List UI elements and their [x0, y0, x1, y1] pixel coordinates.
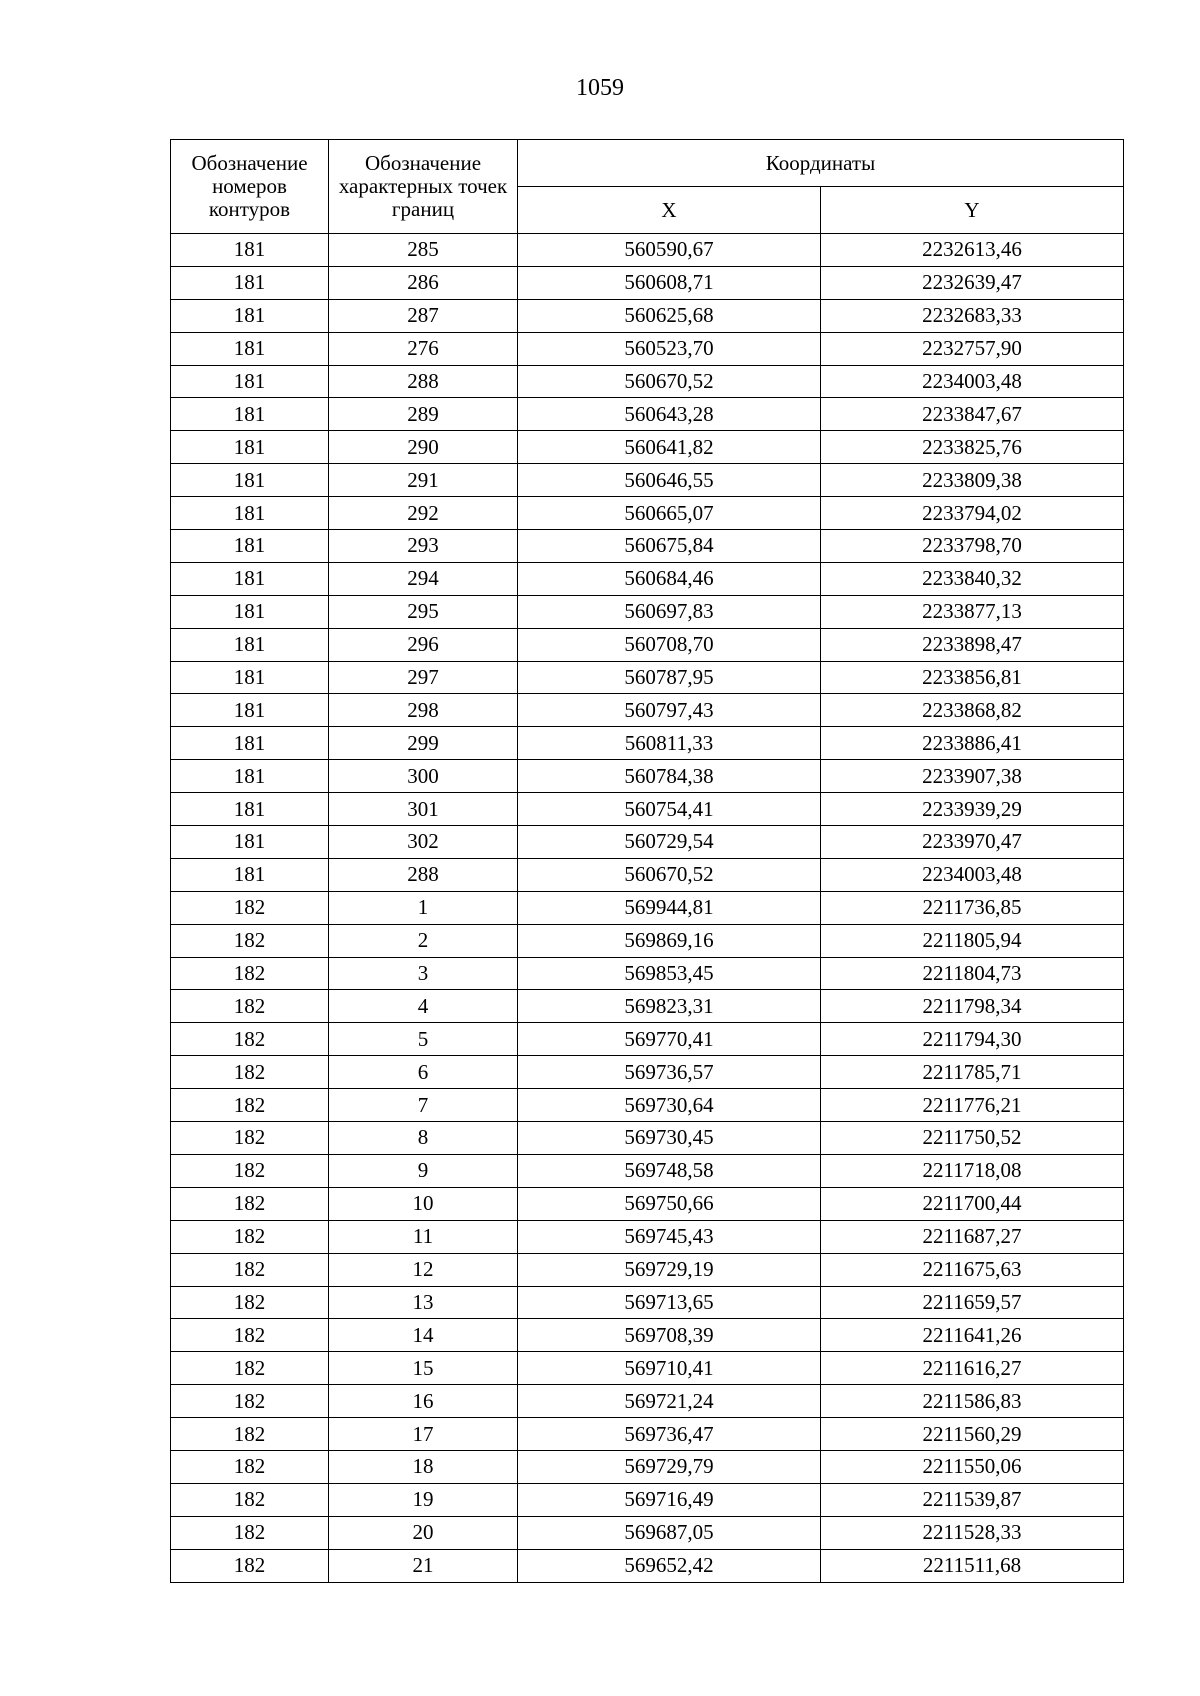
cell-x: 560643,28: [518, 398, 821, 431]
cell-y: 2211528,33: [821, 1516, 1124, 1549]
table-row: [171, 957, 1124, 990]
table-row: [171, 1122, 1124, 1155]
cell-point-number: 288: [329, 365, 518, 398]
cell-contour-number: 181: [171, 497, 329, 530]
cell-y: 2211687,27: [821, 1220, 1124, 1253]
cell-contour-number: 182: [171, 957, 329, 990]
cell-point-number: 18: [329, 1450, 518, 1483]
cell-x: 569853,45: [518, 957, 821, 990]
cell-y: 2211560,29: [821, 1418, 1124, 1451]
cell-x: 569736,57: [518, 1056, 821, 1089]
cell-point-number: 21: [329, 1549, 518, 1582]
cell-y: 2233939,29: [821, 793, 1124, 826]
cell-y: 2233886,41: [821, 727, 1124, 760]
cell-y: 2233794,02: [821, 497, 1124, 530]
cell-x: 569745,43: [518, 1220, 821, 1253]
cell-contour-number: 182: [171, 1154, 329, 1187]
cell-y: 2233907,38: [821, 760, 1124, 793]
cell-x: 560670,52: [518, 365, 821, 398]
cell-point-number: 16: [329, 1385, 518, 1418]
cell-y: 2233847,67: [821, 398, 1124, 431]
table-row: [171, 1187, 1124, 1220]
table-row: [171, 1056, 1124, 1089]
cell-y: 2211616,27: [821, 1352, 1124, 1385]
cell-y: 2233840,32: [821, 562, 1124, 595]
cell-contour-number: 182: [171, 990, 329, 1023]
table-row: [171, 299, 1124, 332]
cell-point-number: 7: [329, 1089, 518, 1122]
cell-point-number: 285: [329, 234, 518, 267]
cell-point-number: 293: [329, 530, 518, 563]
cell-y: 2233856,81: [821, 661, 1124, 694]
table-row: [171, 1089, 1124, 1122]
cell-point-number: 6: [329, 1056, 518, 1089]
cell-contour-number: 182: [171, 1122, 329, 1155]
cell-x: 560675,84: [518, 530, 821, 563]
cell-point-number: 297: [329, 661, 518, 694]
table-row: [171, 595, 1124, 628]
cell-contour-number: 182: [171, 1023, 329, 1056]
cell-y: 2211586,83: [821, 1385, 1124, 1418]
cell-y: 2211550,06: [821, 1450, 1124, 1483]
cell-x: 569721,24: [518, 1385, 821, 1418]
cell-point-number: 5: [329, 1023, 518, 1056]
cell-contour-number: 181: [171, 266, 329, 299]
cell-y: 2233825,76: [821, 431, 1124, 464]
cell-x: 560784,38: [518, 760, 821, 793]
cell-contour-number: 181: [171, 628, 329, 661]
cell-x: 569869,16: [518, 924, 821, 957]
cell-contour-number: 181: [171, 595, 329, 628]
table-row: [171, 464, 1124, 497]
cell-contour-number: 182: [171, 1483, 329, 1516]
table-row: [171, 826, 1124, 859]
cell-point-number: 1: [329, 891, 518, 924]
cell-point-number: 298: [329, 694, 518, 727]
cell-x: 569708,39: [518, 1319, 821, 1352]
table-row: [171, 891, 1124, 924]
cell-x: 560590,67: [518, 234, 821, 267]
cell-y: 2211794,30: [821, 1023, 1124, 1056]
table-row: [171, 628, 1124, 661]
cell-point-number: 13: [329, 1286, 518, 1319]
cell-point-number: 286: [329, 266, 518, 299]
table-row: [171, 1516, 1124, 1549]
table-row: [171, 1418, 1124, 1451]
cell-y: 2232757,90: [821, 332, 1124, 365]
cell-x: 569748,58: [518, 1154, 821, 1187]
table-row: [171, 332, 1124, 365]
header-contour-number: Обозначение номеров контуров: [171, 140, 329, 234]
table-row: [171, 266, 1124, 299]
cell-contour-number: 181: [171, 793, 329, 826]
table-row: [171, 1286, 1124, 1319]
table-row: [171, 1549, 1124, 1582]
cell-point-number: 17: [329, 1418, 518, 1451]
cell-point-number: 9: [329, 1154, 518, 1187]
table-row: [171, 1483, 1124, 1516]
cell-point-number: 295: [329, 595, 518, 628]
cell-point-number: 8: [329, 1122, 518, 1155]
cell-x: 560708,70: [518, 628, 821, 661]
cell-x: 560754,41: [518, 793, 821, 826]
cell-x: 560625,68: [518, 299, 821, 332]
cell-y: 2211804,73: [821, 957, 1124, 990]
cell-contour-number: 181: [171, 332, 329, 365]
cell-contour-number: 181: [171, 398, 329, 431]
cell-contour-number: 181: [171, 661, 329, 694]
table-row: [171, 530, 1124, 563]
cell-y: 2211659,57: [821, 1286, 1124, 1319]
cell-point-number: 2: [329, 924, 518, 957]
cell-contour-number: 182: [171, 1352, 329, 1385]
cell-x: 560811,33: [518, 727, 821, 760]
cell-point-number: 15: [329, 1352, 518, 1385]
cell-contour-number: 181: [171, 694, 329, 727]
header-x: X: [518, 187, 821, 234]
cell-contour-number: 181: [171, 727, 329, 760]
cell-point-number: 10: [329, 1187, 518, 1220]
cell-y: 2211700,44: [821, 1187, 1124, 1220]
cell-y: 2233970,47: [821, 826, 1124, 859]
table-row: [171, 858, 1124, 891]
cell-y: 2233798,70: [821, 530, 1124, 563]
table-body: [171, 234, 1124, 1583]
table-row: [171, 793, 1124, 826]
cell-x: 569716,49: [518, 1483, 821, 1516]
cell-contour-number: 181: [171, 562, 329, 595]
cell-contour-number: 182: [171, 1319, 329, 1352]
table-row: [171, 661, 1124, 694]
table-header: [171, 140, 1124, 234]
cell-point-number: 288: [329, 858, 518, 891]
cell-contour-number: 181: [171, 464, 329, 497]
cell-x: 569823,31: [518, 990, 821, 1023]
cell-contour-number: 181: [171, 530, 329, 563]
cell-contour-number: 182: [171, 924, 329, 957]
cell-y: 2211736,85: [821, 891, 1124, 924]
cell-x: 560797,43: [518, 694, 821, 727]
header-y: Y: [821, 187, 1124, 234]
header-point-number: Обозначение характерных точек границ: [329, 140, 518, 234]
cell-contour-number: 181: [171, 299, 329, 332]
cell-point-number: 299: [329, 727, 518, 760]
cell-x: 569944,81: [518, 891, 821, 924]
table-row: [171, 1023, 1124, 1056]
cell-x: 569713,65: [518, 1286, 821, 1319]
cell-contour-number: 181: [171, 431, 329, 464]
cell-contour-number: 181: [171, 760, 329, 793]
cell-contour-number: 181: [171, 826, 329, 859]
table-row: [171, 1352, 1124, 1385]
table-row: [171, 1253, 1124, 1286]
cell-y: 2211539,87: [821, 1483, 1124, 1516]
table-row: [171, 990, 1124, 1023]
table-row: [171, 431, 1124, 464]
cell-y: 2233877,13: [821, 595, 1124, 628]
table-row: [171, 365, 1124, 398]
cell-x: 560608,71: [518, 266, 821, 299]
cell-x: 560646,55: [518, 464, 821, 497]
cell-point-number: 4: [329, 990, 518, 1023]
cell-point-number: 301: [329, 793, 518, 826]
cell-contour-number: 182: [171, 1220, 329, 1253]
table-row: [171, 1385, 1124, 1418]
cell-point-number: 12: [329, 1253, 518, 1286]
cell-x: 560665,07: [518, 497, 821, 530]
cell-point-number: 20: [329, 1516, 518, 1549]
cell-y: 2234003,48: [821, 858, 1124, 891]
table-row: [171, 234, 1124, 267]
table-row: [171, 1450, 1124, 1483]
cell-x: 569687,05: [518, 1516, 821, 1549]
cell-point-number: 3: [329, 957, 518, 990]
page-number: 1059: [576, 75, 624, 101]
cell-x: 569729,19: [518, 1253, 821, 1286]
cell-y: 2211785,71: [821, 1056, 1124, 1089]
cell-y: 2211511,68: [821, 1549, 1124, 1582]
cell-x: 560684,46: [518, 562, 821, 595]
cell-y: 2232639,47: [821, 266, 1124, 299]
cell-point-number: 302: [329, 826, 518, 859]
cell-contour-number: 182: [171, 1286, 329, 1319]
cell-y: 2211718,08: [821, 1154, 1124, 1187]
cell-contour-number: 182: [171, 1253, 329, 1286]
cell-y: 2233898,47: [821, 628, 1124, 661]
cell-x: 569730,45: [518, 1122, 821, 1155]
cell-y: 2211805,94: [821, 924, 1124, 957]
cell-contour-number: 182: [171, 1418, 329, 1451]
table-row: [171, 562, 1124, 595]
cell-x: 569652,42: [518, 1549, 821, 1582]
cell-point-number: 14: [329, 1319, 518, 1352]
cell-x: 560523,70: [518, 332, 821, 365]
cell-y: 2211776,21: [821, 1089, 1124, 1122]
cell-contour-number: 181: [171, 858, 329, 891]
cell-point-number: 276: [329, 332, 518, 365]
table-row: [171, 1154, 1124, 1187]
cell-y: 2211675,63: [821, 1253, 1124, 1286]
header-coordinates: Координаты: [518, 140, 1124, 187]
cell-x: 560670,52: [518, 858, 821, 891]
table-row: [171, 727, 1124, 760]
cell-y: 2232613,46: [821, 234, 1124, 267]
cell-x: 560697,83: [518, 595, 821, 628]
cell-y: 2211798,34: [821, 990, 1124, 1023]
cell-contour-number: 182: [171, 1549, 329, 1582]
table-row: [171, 1319, 1124, 1352]
table-row: [171, 924, 1124, 957]
table-row: [171, 497, 1124, 530]
cell-y: 2211750,52: [821, 1122, 1124, 1155]
cell-point-number: 19: [329, 1483, 518, 1516]
cell-point-number: 300: [329, 760, 518, 793]
cell-contour-number: 182: [171, 1450, 329, 1483]
coordinates-table: [170, 139, 1124, 1583]
cell-y: 2232683,33: [821, 299, 1124, 332]
table-row: [171, 694, 1124, 727]
cell-point-number: 11: [329, 1220, 518, 1253]
table-row: [171, 760, 1124, 793]
cell-point-number: 294: [329, 562, 518, 595]
cell-point-number: 287: [329, 299, 518, 332]
cell-x: 569736,47: [518, 1418, 821, 1451]
cell-point-number: 296: [329, 628, 518, 661]
cell-contour-number: 182: [171, 1516, 329, 1549]
cell-y: 2211641,26: [821, 1319, 1124, 1352]
cell-x: 560787,95: [518, 661, 821, 694]
cell-contour-number: 182: [171, 1385, 329, 1418]
cell-x: 569729,79: [518, 1450, 821, 1483]
cell-contour-number: 182: [171, 1187, 329, 1220]
cell-x: 569750,66: [518, 1187, 821, 1220]
cell-contour-number: 182: [171, 1056, 329, 1089]
cell-y: 2233809,38: [821, 464, 1124, 497]
cell-y: 2233868,82: [821, 694, 1124, 727]
cell-x: 569710,41: [518, 1352, 821, 1385]
cell-x: 560641,82: [518, 431, 821, 464]
cell-point-number: 290: [329, 431, 518, 464]
cell-x: 560729,54: [518, 826, 821, 859]
table-row: [171, 1220, 1124, 1253]
cell-x: 569730,64: [518, 1089, 821, 1122]
cell-y: 2234003,48: [821, 365, 1124, 398]
table-row: [171, 398, 1124, 431]
cell-point-number: 289: [329, 398, 518, 431]
cell-contour-number: 181: [171, 234, 329, 267]
cell-point-number: 292: [329, 497, 518, 530]
cell-contour-number: 182: [171, 891, 329, 924]
cell-point-number: 291: [329, 464, 518, 497]
cell-contour-number: 181: [171, 365, 329, 398]
cell-x: 569770,41: [518, 1023, 821, 1056]
cell-contour-number: 182: [171, 1089, 329, 1122]
